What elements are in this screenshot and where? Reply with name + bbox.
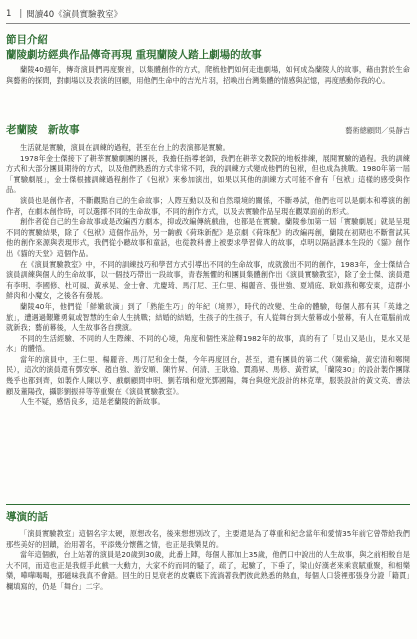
- section-label: 閱讀40: [26, 10, 55, 20]
- section-title-intro: 節目介紹: [6, 34, 48, 46]
- article-paragraph: 在《演員實驗教室》中，不同的訓練技巧和學習方式引導出不同的生命故事，成就激出不同的創作，1983年，金士傑結合演員訓練與個人的生命故事，以一個技巧帶出一段故事，青春無懼的和團員集體創作出《演員實驗教室》，除了金士傑、演員還有李明、李國修、杜可風、黃承晃、金士會、尤慶琦、馬汀尼、王仁里、楊麗音、張世強、夏靖庭、耿如燕和鄭安東，這群小鮮肉和小魔女，之後各有發展。: [6, 259, 410, 301]
- article-paragraph: 生活就是實驗，演員在訓練的過程，甚至在台上的表演都是實驗。: [20, 143, 230, 152]
- director-title: 導演的話: [6, 511, 48, 523]
- article-section: [6, 124, 410, 408]
- intro-section: [6, 34, 410, 86]
- article-body: [6, 143, 410, 408]
- director-paragraph: 當年這個戲，台上站著的演員是20歲到30歲，此番上陣，每個人都加上35歲，他們口中說出的人生故事，與之前相較自是大不同，而這也正是我經手此戲一大動力，大家不約而同的騷了，疏了，起驗了，下垂了，梁山好漢老來乘袁賦重聚，和相樂樂，嘩嘩喝喝，那磁味我真不會錯。回生的日見衰老的皮囊底下流淌著我們彼此熟悉的熱血，每個人口袋裡那張身分證「籍貫」欄填寫的，仍是「舞台」二字。: [6, 550, 410, 591]
- running-header: [6, 8, 410, 24]
- article-paragraph: 演員也是創作者，不斷觀點自己的生命故事；人際互動以及和自然環境的關係，不斷尋試，他們也可以是劇本和導演的創作者，在劇本創作時，可以選擇不同的生命故事，不同的創作方式，以及去實驗作品呈現在觀眾面前的形式。: [6, 195, 410, 216]
- article-paragraph: 人生不疑，感悟良多，這是老蘭陵的新故事。: [20, 397, 165, 407]
- article-paragraph: 蘭陵40年，他們從「鮮嫩欲滴」到了「熟能生巧」的年紀（境界），時代的改變、生命的體驗，每個人都有其「英雄之旅」，遭遇過艱難勇氣或智慧的生命人生挑戰；結婚的結婚，生孩子的生孩子，有人從舞台到大螢幕或小螢幕，有人在電腦前成就新我；藝前幕後，人生故事各自撲演。: [6, 301, 410, 333]
- article-paragraph: 1978年金士傑接下了耕莘實驗劇團的團長，我擔任指導老師，我們在耕莘文教院的地板排練，展開實驗的過程。我的訓練方式和大部分團員期待的方式，以及他們熟悉的方式非常不同，我的訓練方式變成他們的包袱，但也成為挑戰。1980年第一屆「實驗劇展」，金士傑根據訓練過程創作了《包袱》來參加演出，如果以其他的訓練方式可能不會有「包袱」這樣的感受與作品。: [6, 153, 410, 195]
- intro-paragraph: 蘭陵40週年，傳奇演員們再度聚首，以集體創作的方式，爬梳他們如何走進劇場，如何成為蘭陵人的故事，藉由對於生命與藝術的探問，對劇場以及表演的回顧，用他們生命中的吉光片羽，招喚出台灣集體的情感與記憶，再度感動你我的心。: [6, 65, 410, 85]
- director-paragraph: 「演員實驗教室」這個名字太硬，原想改名，後來想想別改了，主要還是為了尊重和紀念當年和愛情35年前它曾帶給我們那些美好的回饋，治用著名，平添幾分懷舊之情，也正是我樂見的。: [6, 529, 410, 549]
- director-body: [6, 529, 410, 593]
- section-divider: [6, 504, 410, 505]
- page-number: 1: [6, 9, 12, 19]
- article-byline: 藝術總顧問／吳靜吉: [345, 126, 410, 135]
- article-paragraph: 創作者從自己的生命故事或是改編西方劇本，抑或改編傳統戲曲，也都是在實驗。蘭陵參加第一屆「實驗劇展」就是呈現不同的實驗結果，除了《包袱》這個作品外，另一齣戲《荷珠新配》是京劇《荷珠配》的改編再創，蘭陵在初期也不斷嘗試其他的創作來源與表現形式，我們從小聽故事和童話，也從教科書上被要求學習偉人的故事，卓明以隔話課本生段的《貓》創作出《貓的天堂》這個作品。: [6, 217, 410, 258]
- article-paragraph: 當年的演員中，王仁里、楊麗音、馬汀尼和金士傑，今年再度回台，甚至，還有團員的第二代（陳紫綸，黃宏清和鄭開民），這次的演員還有鄧安寧、趙自強、游安順、陳竹昇、何清、王耿瑜、賈鴻昇、馬修、黃哲斌，「蘭陵30」的設計製作團隊幾乎也都到齊，如製作人陳以亨、戲劇顧問申明、劉若瑀和燈光鄧國陽，舞台與燈光設計的林克華，服裝設計的黃文英、書法顧及董陽孜，攝影劉振祥等等重聚在《演員實驗教室》。: [6, 354, 410, 396]
- director-section: [6, 504, 410, 593]
- article-header: [6, 124, 410, 137]
- article-paragraph: 不同的生活經驗、不同的人生際練、不同的心境，角度和個性來詮釋1982年的故事，真的有了「見山又是山，見水又是水」的體悟。: [6, 333, 410, 354]
- header-separator: |: [19, 9, 23, 19]
- article-title: 老蘭陵 新故事: [6, 124, 80, 136]
- book-title: 《演員實驗教室》: [54, 10, 123, 20]
- intro-headline: 蘭陵劇坊經典作品傳奇再現 重現蘭陵人踏上劇場的故事: [6, 49, 262, 61]
